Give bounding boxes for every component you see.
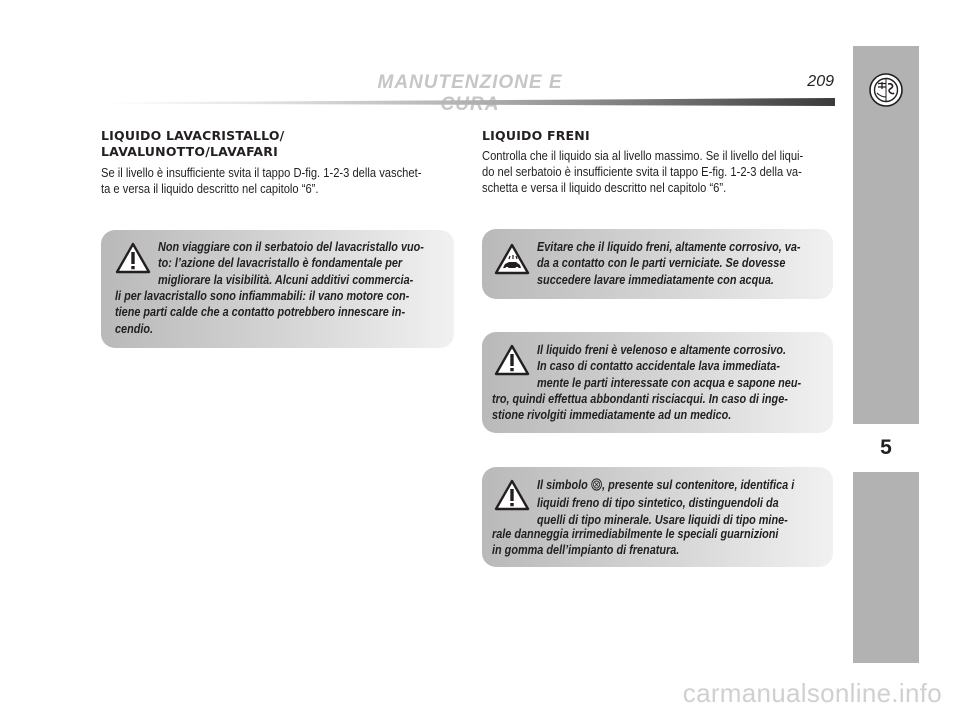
- paragraph-line: Controlla che il liquido sia al livello massimo. Se il livello del liqui-: [482, 148, 804, 163]
- synthetic-brake-fluid-symbol-icon: [591, 478, 602, 495]
- heading-line: LAVALUNOTTO/LAVAFARI: [101, 144, 278, 159]
- warning-triangle-icon: [494, 344, 530, 376]
- paragraph-line: schetta e versa il liquido descritto nel capitolo “6”.: [482, 180, 727, 195]
- paragraph-line: ta e versa il liquido descritto nel capitolo “6”.: [101, 181, 319, 196]
- warning-triangle-icon: [115, 242, 151, 274]
- warning-text-full-width: rale danneggia irrimediabilmente le speciali guarnizioni in gomma dell’impianto di frenatura.: [492, 527, 779, 558]
- paragraph-line: Se il livello è insufficiente svita il tappo D-fig. 1-2-3 della vaschet-: [101, 165, 422, 180]
- warning-triangle-icon: [494, 479, 530, 511]
- alfa-romeo-badge-icon: [869, 73, 903, 107]
- page-number: 209: [807, 73, 834, 90]
- brake-fluid-paragraph: [482, 148, 835, 196]
- section-heading-washer-fluid: [101, 128, 284, 160]
- heading-line: LIQUIDO LAVACRISTALLO/: [101, 128, 285, 143]
- page-header-title: MANUTENZIONE E: [377, 72, 563, 93]
- warning-text: Il simbolo , presente sul contenitore, identifica i liquidi freno di tipo sintetico, distinguendoli da quelli di tipo minerale. Usare liquidi di tipo mine-: [537, 478, 795, 527]
- side-band: [853, 46, 919, 663]
- warning-box-washer: [101, 230, 454, 348]
- paragraph-line: do nel serbatoio è insufficiente svita il tappo E-fig. 1-2-3 della va-: [482, 164, 802, 179]
- car-paint-warning-icon: [494, 243, 530, 275]
- chapter-tab: 5: [853, 424, 919, 472]
- warning-text: Non viaggiare con il serbatoio del lavacristallo vuo- to: l’azione del lavacristallo è fondamentale per migliorare la visibilità. Alcuni additivi commercia-: [158, 240, 424, 287]
- warning-box-synthetic-fluid: [482, 467, 833, 567]
- watermark: carmanualsonline.info: [682, 678, 942, 708]
- warning-box-poison: [482, 332, 833, 433]
- washer-fluid-paragraph: [101, 165, 454, 197]
- warning-text-full-width: tro, quindi effettua abbondanti risciacqui. In caso di inge- stione rivolgiti immediatamente ad un medico.: [492, 392, 788, 423]
- warning-box-paint: [482, 229, 833, 299]
- section-heading-brake-fluid: LIQUIDO FRENI: [482, 128, 590, 143]
- warning-text: Evitare che il liquido freni, altamente corrosivo, va- da a contatto con le parti verniciate. Se dovesse succedere lavare immediatamente con acqua.: [537, 240, 801, 287]
- warning-text: Il liquido freni è velenoso e altamente corrosivo. In caso di contatto accidentale lava immediata- mente le parti interessate con acqua e sapone neu-: [537, 343, 802, 390]
- warning-text-full-width: li per lavacristallo sono infiammabili: il vano motore con- tiene parti calde che a contatto potrebbero innescare in- cendio.: [115, 289, 410, 336]
